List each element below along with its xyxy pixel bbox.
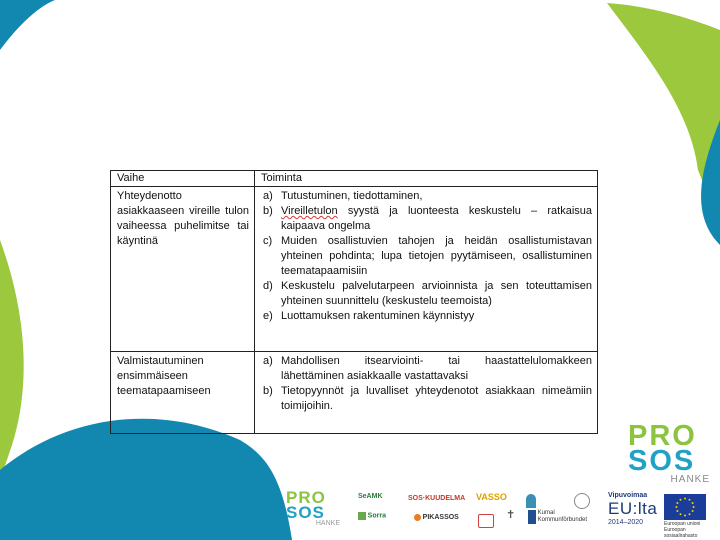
teal-swoosh-top-left: [0, 0, 55, 50]
phase-text: Valmistautuminen ensimmäiseen teematapaamiseen: [117, 355, 211, 397]
list-item: b) Tietopyynnöt ja luvalliset yhteydenotot asiakkaan nimeämiin toimijoihin.: [263, 385, 592, 412]
action-list: [261, 189, 592, 324]
process-table: [110, 170, 598, 434]
list-item: d) Keskustelu palvelutarpeen arvioinnista ja sen toteuttamisen yhteinen suunnittelu (keskustelu teemoista): [263, 280, 592, 307]
pikassos-logo: PIKASSOS: [414, 514, 459, 522]
logo-sos: SOS: [286, 503, 325, 522]
kuntaliitto-logo: Kumal Kommunförbundet: [528, 510, 587, 524]
logo-hanke: HANKE: [315, 520, 340, 527]
vasso-logo: VASSO: [476, 492, 507, 502]
list-item: a) Mahdollisen itsearviointi- tai haastattelulomakkeen lähettäminen asiakkaalle vastattavaksi: [263, 355, 592, 382]
header-phase: Vaihe: [111, 171, 255, 187]
action-cell: [255, 352, 598, 434]
list-item: c) Muiden osallistuvien tahojen ja heidän osallistumistavan yhteinen pohdinta; lupa tietojen pyytämiseen, osallistuminen teematapaamisiin: [263, 235, 592, 277]
header-action: Toiminta: [255, 171, 598, 187]
figure-icon: [526, 494, 536, 508]
eu-flag-caption: Euroopan unioni Euroopan sosiaalirahasto: [664, 521, 701, 539]
list-item: e) Luottamuksen rakentuminen käynnistyy: [263, 310, 475, 322]
logo-pro: PRO: [286, 488, 326, 507]
vipuvoimaa-text: Vipuvoimaa: [608, 492, 648, 499]
sorra-icon: [358, 512, 366, 520]
seamk-logo: SeAMK: [358, 493, 383, 500]
eu-flag-icon: [664, 494, 706, 520]
table-row: [111, 187, 598, 352]
prosos-logo: [628, 420, 714, 485]
pikassos-icon: [414, 514, 421, 521]
emblem-icon: [478, 514, 494, 528]
kuntaliitto-icon: [528, 510, 536, 524]
list-item: a) Tutustuminen, tiedottaminen,: [263, 190, 423, 202]
church-logo: [506, 509, 516, 521]
table-row: [111, 352, 598, 434]
crest-icon: [574, 493, 590, 509]
eu-funding-logo: [608, 492, 714, 539]
phase-cell: [111, 352, 255, 434]
action-cell: [255, 187, 598, 352]
phase-cell: [111, 187, 255, 352]
eulta-text: EU:lta: [608, 499, 658, 518]
table-header-row: [111, 171, 598, 187]
logo-sos: SOS: [628, 445, 696, 477]
prosos-logo-small: [286, 490, 340, 527]
list-item: b) Vireilletulon syystä ja luonteesta keskustelu – ratkaisua kaipaava ongelma: [263, 205, 592, 232]
logo-pro: PRO: [628, 420, 697, 452]
sorra-logo: Sorra: [358, 512, 386, 521]
logo-hanke: HANKE: [670, 474, 710, 485]
eu-years: 2014–2020: [608, 519, 644, 526]
partner-emblem: [478, 514, 494, 531]
partner-figure-logo: [526, 494, 536, 511]
teal-swoosh-bottom: [0, 419, 292, 540]
phase-text: Yhteydenotto asiakkaaseen vireille tulon vaiheessa puhelimitse tai käyntinä: [117, 190, 249, 247]
soskuudelma-logo: SOS·KUUDELMA: [408, 495, 466, 502]
action-list: [261, 354, 592, 414]
cross-icon: ✝: [506, 509, 516, 521]
green-swoosh-left: [0, 240, 24, 480]
